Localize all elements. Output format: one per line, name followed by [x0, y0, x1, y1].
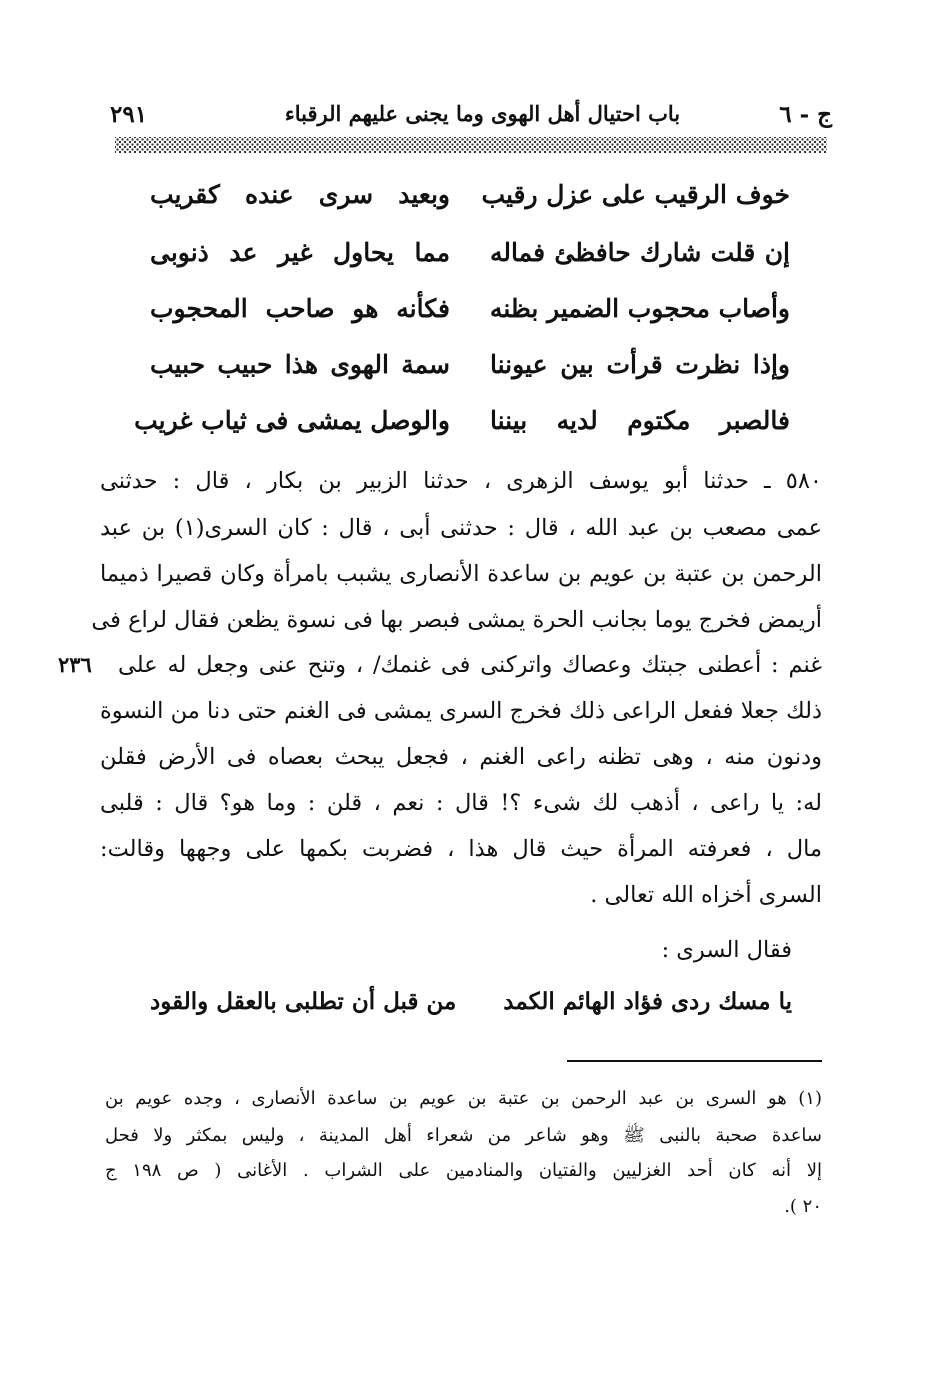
- footnote-line: إلا أنه كان أحد الغزليين والفتيان والمنادمين على الشراب . الأغانى ( ص ١٩٨ ج: [105, 1160, 822, 1181]
- prose-line: ذلك جعلا ففعل الراعى ذلك فخرج السرى يمشى فى الغنم حتى دنا من النسوة: [100, 698, 822, 724]
- volume-label: ج - ٦: [779, 101, 832, 128]
- prose-line: الرحمن بن عتبة بن عويم بن ساعدة الأنصارى يشبب بامرأة وكان قصيرا ذميما: [100, 561, 822, 587]
- verse-second-hemistich: سمة الهوى هذا حبيب حبيب: [150, 350, 450, 379]
- verse-first-hemistich: إن قلت شارك حافظئ فماله: [490, 238, 790, 267]
- chapter-title: باب احتيال أهل الهوى وما يجنى عليهم الرقباء: [284, 101, 681, 126]
- header-dotted-rule: [115, 137, 827, 153]
- verse-second-hemistich: والوصل يمشى فى ثياب غريب: [134, 406, 450, 435]
- prose-line: ودنون منه ، وهى تظنه راعى الغنم ، فجعل يبحث بعصاه فى الأرض فقلن: [100, 744, 822, 770]
- footnote-line: ٢٠ ).: [784, 1196, 822, 1217]
- prose-line: غنم : أعطنى جبتك وعصاك واتركنى فى غنمك/ ، وتنح عنى وجعل له على: [118, 652, 822, 678]
- footnote-separator: [567, 1060, 822, 1062]
- verse-first-hemistich: فالصبر مكتوم لديه بيننا: [490, 406, 790, 435]
- verse-second-hemistich: فكأنه هو صاحب المحجوب: [150, 294, 450, 323]
- verse-second-hemistich: وبعيد سرى عنده كقريب: [150, 180, 450, 209]
- page-number: ٢٩١: [110, 101, 148, 128]
- prose-line: عمى مصعب بن عبد الله ، قال : حدثنى أبى ، قال : كان السرى(١) بن عبد: [100, 515, 822, 541]
- final-verse-first-hemistich: يا مسك ردى فؤاد الهائم الكمد: [503, 988, 792, 1015]
- verse-line: [140, 294, 790, 340]
- prose-line: أريمض فخرج يوما بجانب الحرة يمشى فبصر بها فى نسوة يظعن فقال لراع فى: [91, 607, 822, 633]
- prose-line: مال ، فعرفته المرأة حيث قال هذا ، فضربت بكمها على وجهها وقالت:: [100, 836, 822, 862]
- verse-line: [140, 350, 790, 396]
- verse-line: [134, 406, 790, 452]
- verse-line: [140, 238, 790, 284]
- prose-line: السرى أخزاه الله تعالى .: [590, 882, 822, 908]
- speaker-line: فقال السرى :: [661, 937, 792, 963]
- final-verse-second-hemistich: من قبل أن تطلبى بالعقل والقود: [150, 988, 457, 1015]
- prose-line: ٥٨٠ ـ حدثنا أبو يوسف الزهرى ، حدثنا الزبير بن بكار ، قال : حدثنى: [100, 468, 822, 494]
- verse-second-hemistich: مما يحاول غير عد ذنوبى: [150, 238, 450, 267]
- prose-line: له: يا راعى ، أذهب لك شىء ؟! قال : نعم ، قلن : وما هو؟ قال : قلبى: [100, 790, 822, 816]
- verse-first-hemistich: وإذا نظرت قرأت بين عيوننا: [490, 350, 790, 379]
- footnote-line: ساعدة صحبة بالنبى ﷺ وهو شاعر من شعراء أهل المدينة ، وليس بمكثر ولا فحل: [105, 1125, 823, 1146]
- verse-first-hemistich: خوف الرقيب على عزل رقيب: [481, 180, 790, 209]
- margin-page-reference: ٢٣٦: [58, 652, 92, 677]
- footnote-line: (١) هو السرى بن عبد الرحمن بن عتبة بن عويم بن ساعدة الأنصارى ، وجده عويم بن: [105, 1088, 822, 1109]
- verse-first-hemistich: وأصاب محجوب الضمير بظنه: [489, 294, 790, 323]
- verse-line: [140, 180, 790, 226]
